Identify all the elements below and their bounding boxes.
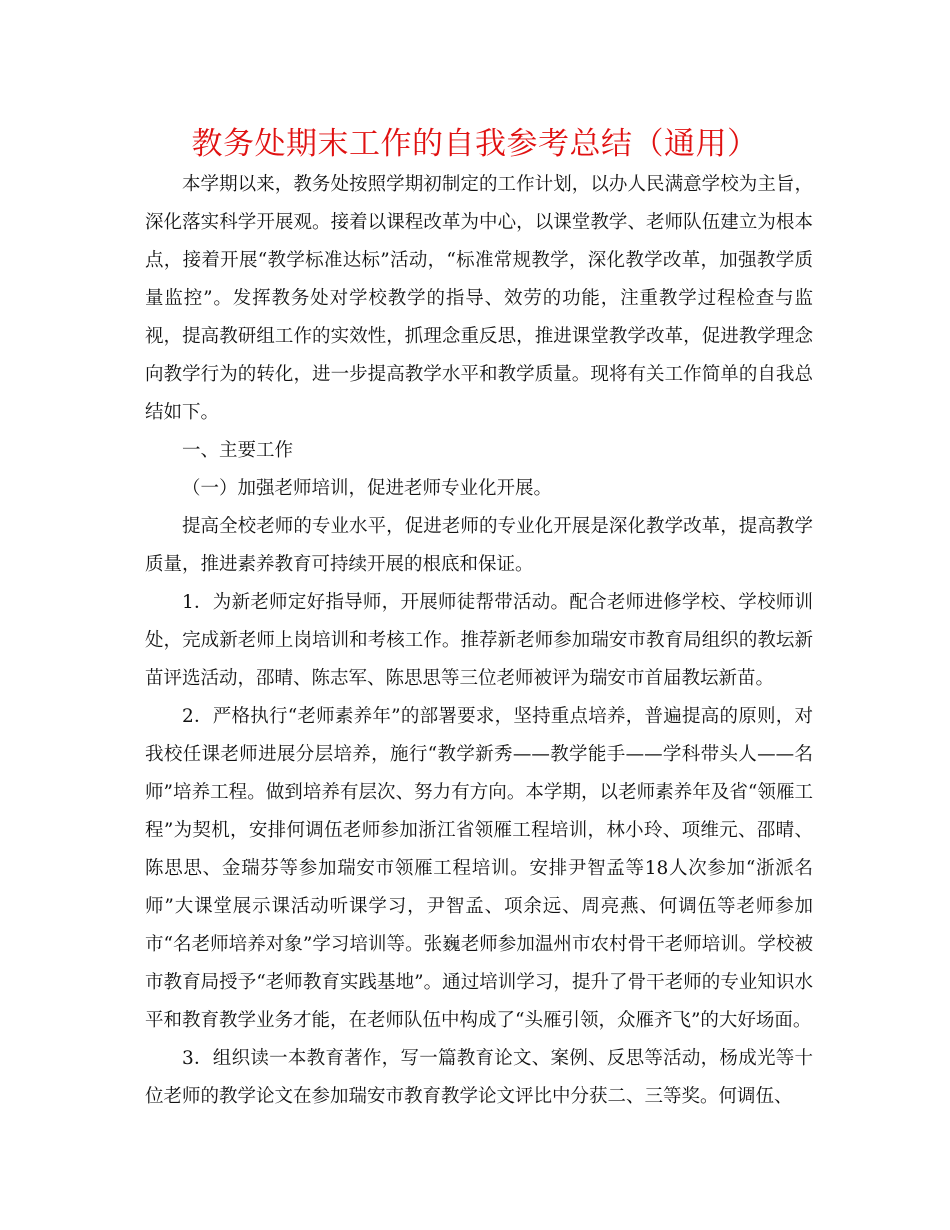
intro-paragraph: 本学期以来，教务处按照学期初制定的工作计划，以办人民满意学校为主旨，深化落实科学开展观。接着以课程改革为中心，以课堂教学、老师队伍建立为根本点，接着开展“教学标准达标”活动，“标准常规教学，深化教学改革，加强教学质量监控”。发挥教务处对学校教学的指导、效劳的功能，注重教学过程检查与监视，提高教研组工作的实效性，抓理念重反思，推进课堂教学改革，促进教学理念向教学行为的转化，进一步提高教学水平和教学质量。现将有关工作简单的自我总结如下。 (145, 174, 813, 423)
subsection-heading: （一）加强老师培训，促进老师专业化开展。 (182, 478, 553, 499)
document-title: 教务处期末工作的自我参考总结（通用） (191, 126, 759, 162)
document-body (145, 166, 813, 1116)
list-item-3: 3．组织读一本教育著作，写一篇教育论文、案例、反思等活动，杨成光等十位老师的教学论文在参加瑞安市教育教学论文评比中分获二、三等奖。何调伍、 (145, 1048, 813, 1107)
section-heading: 一、主要工作 (182, 440, 294, 461)
list-item-2: 2．严格执行“老师素养年”的部署要求，坚持重点培养，普遍提高的原则，对我校任课老师进展分层培养，施行“教学新秀——教学能手——学科带头人——名师”培养工程。做到培养有层次、努力有方向。本学期，以老师素养年及省“领雁工程”为契机，安排何调伍老师参加浙江省领雁工程培训，林小玲、项维元、邵晴、陈思思、金瑞芬等参加瑞安市领雁工程培训。安排尹智孟等18人次参加“浙派名师”大课堂展示课活动听课学习，尹智孟、项余远、周亮燕、何调伍等老师参加市“名老师培养对象”学习培训等。张巍老师参加温州市农村骨干老师培训。学校被市教育局授予“老师教育实践基地”。通过培训学习，提升了骨干老师的专业知识水平和教育教学业务才能，在老师队伍中构成了“头雁引领，众雁齐飞”的大好场面。 (145, 706, 813, 1031)
body-paragraph: 提高全校老师的专业水平，促进老师的专业化开展是深化教学改革，提高教学质量，推进素养教育可持续开展的根底和保证。 (145, 516, 813, 575)
list-item-1: 1．为新老师定好指导师，开展师徒帮带活动。配合老师进修学校、学校师训处，完成新老师上岗培训和考核工作。推荐新老师参加瑞安市教育局组织的教坛新苗评选活动，邵晴、陈志军、陈思思等三位老师被评为瑞安市首届教坛新苗。 (145, 592, 813, 689)
